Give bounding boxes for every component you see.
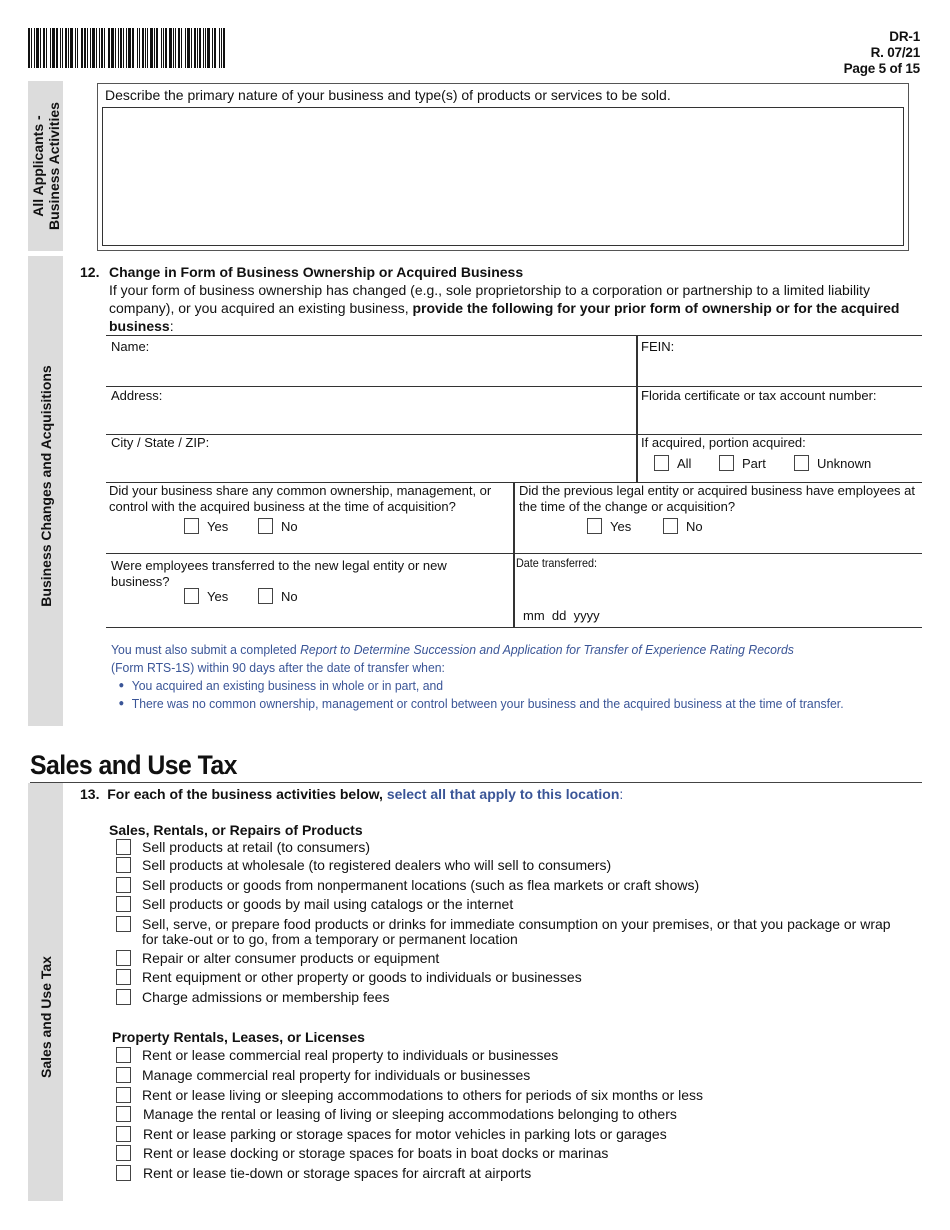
activity-checkbox[interactable] xyxy=(116,989,131,1005)
activity-item[interactable] xyxy=(116,1127,667,1142)
address-label: Address: xyxy=(111,388,163,403)
barcode-bar xyxy=(34,28,35,68)
activity-checkbox[interactable] xyxy=(116,857,131,873)
portion-all-checkbox[interactable] xyxy=(654,455,669,471)
activity-item[interactable] xyxy=(116,878,699,893)
question-number: 13. xyxy=(80,786,100,802)
barcode-bar xyxy=(221,28,222,68)
barcode-bar xyxy=(31,28,32,68)
portion-part-option[interactable] xyxy=(719,455,766,471)
barcode-bar xyxy=(203,28,204,68)
question-title: Change in Form of Business Ownership or Acquired Business xyxy=(109,264,524,280)
description-end: : xyxy=(169,318,174,334)
activity-label: Rent or lease commercial real property to individuals or businesses xyxy=(142,1047,559,1063)
side-tab-label: Business Changes and Acquisitions xyxy=(37,365,54,608)
barcode-bar xyxy=(108,28,110,68)
barcode-bar xyxy=(65,28,67,68)
option-label: No xyxy=(281,518,298,534)
option-label: No xyxy=(686,518,703,534)
barcode-bar xyxy=(154,28,155,68)
previous-employees-question: Did the previous legal entity or acquired business have employees at the time of the change or acquisition? xyxy=(519,483,916,514)
barcode-bar xyxy=(81,28,83,68)
activity-checkbox[interactable] xyxy=(116,1087,131,1103)
activity-checkbox[interactable] xyxy=(116,916,131,932)
barcode-bar xyxy=(173,28,174,68)
previous-employees-yes-checkbox[interactable] xyxy=(587,518,602,534)
side-tab-label: Sales and Use Tax xyxy=(37,956,54,1079)
barcode-bar xyxy=(68,28,69,68)
barcode-bar xyxy=(132,28,134,68)
barcode-bar xyxy=(123,28,124,68)
barcode-bar xyxy=(28,28,30,68)
fein-label: FEIN: xyxy=(641,339,675,354)
activity-checkbox[interactable] xyxy=(116,1126,131,1142)
side-tab-line2: Business Activities xyxy=(45,102,62,230)
employees-transferred-yes-checkbox[interactable] xyxy=(184,588,199,604)
barcode-bar xyxy=(185,28,186,68)
activity-label: Sell, serve, or prepare food products or drinks for immediate consumption on your premises, or that you package or wrap for take-out or to go, from a temporary or permanent location xyxy=(142,916,891,947)
city-state-zip-label: City / State / ZIP: xyxy=(111,435,210,450)
activity-label: Manage the rental or leasing of living or sleeping accommodations belonging to others xyxy=(143,1106,677,1122)
activity-item[interactable] xyxy=(116,1068,530,1083)
activity-label: Sell products at wholesale (to registered dealers who will sell to consumers) xyxy=(142,857,612,873)
common-ownership-question: Did your business share any common ownership, management, or control with the acquired business at the time of acquisition? xyxy=(109,483,492,514)
barcode-bar xyxy=(77,28,78,68)
common-ownership-no-checkbox[interactable] xyxy=(258,518,273,534)
activity-item[interactable] xyxy=(116,990,389,1005)
barcode-bar xyxy=(223,28,225,68)
barcode-bar xyxy=(194,28,196,68)
note-line2: (Form RTS-1S) within 90 days after the date of transfer when: xyxy=(111,660,445,675)
barcode-bar xyxy=(101,28,103,68)
side-tab-sales-use-tax xyxy=(28,783,63,1201)
form-number: DR-1 xyxy=(889,29,920,44)
activity-checkbox[interactable] xyxy=(116,969,131,985)
barcode-bar xyxy=(62,28,63,68)
barcode-bar xyxy=(52,28,55,68)
option-label: All xyxy=(677,455,692,471)
side-tab-business-changes xyxy=(28,256,63,726)
question-description xyxy=(109,281,919,335)
activity-checkbox[interactable] xyxy=(116,1047,131,1063)
activity-checkbox[interactable] xyxy=(116,839,131,855)
activity-label: Manage commercial real property for individuals or businesses xyxy=(142,1067,531,1083)
barcode-bar xyxy=(145,28,146,68)
activity-item[interactable] xyxy=(116,1146,608,1161)
activity-label: Rent or lease tie-down or storage spaces for aircraft at airports xyxy=(143,1165,532,1181)
page-number: Page 5 of 15 xyxy=(843,61,920,76)
table-divider xyxy=(636,335,638,483)
section-rule xyxy=(30,782,922,783)
portion-part-checkbox[interactable] xyxy=(719,455,734,471)
barcode-bar xyxy=(120,28,122,68)
barcode-bar xyxy=(99,28,100,68)
activity-label: Rent equipment or other property or goods to individuals or businesses xyxy=(142,969,582,985)
barcode-bar xyxy=(205,28,206,68)
note-bullet: ● You acquired an existing business in whole or in part, and xyxy=(118,678,444,693)
portion-all-option[interactable] xyxy=(654,455,691,471)
employees-transferred-no-checkbox[interactable] xyxy=(258,588,273,604)
group-title-property-rentals: Property Rentals, Leases, or Licenses xyxy=(112,1029,365,1045)
barcode-bar xyxy=(163,28,164,68)
barcode-bar xyxy=(142,28,144,68)
barcode-bar xyxy=(169,28,172,68)
common-ownership-yes[interactable] xyxy=(184,518,228,534)
common-ownership-no[interactable] xyxy=(258,518,298,534)
describe-business-textarea[interactable] xyxy=(102,107,904,246)
side-tab-label xyxy=(30,102,62,230)
barcode-bar xyxy=(156,28,158,68)
employees-transferred-no[interactable] xyxy=(258,588,298,604)
question-colon: : xyxy=(619,786,624,802)
form-revision: R. 07/21 xyxy=(870,45,920,60)
group-title-sales-rentals-repairs: Sales, Rentals, or Repairs of Products xyxy=(109,822,363,838)
activity-item[interactable] xyxy=(116,1107,677,1122)
portion-acquired-label: If acquired, portion acquired: xyxy=(641,435,806,450)
address-input[interactable] xyxy=(108,404,633,432)
barcode-bar xyxy=(96,28,97,68)
barcode-bar xyxy=(50,28,51,68)
barcode xyxy=(28,28,252,68)
describe-business-label: Describe the primary nature of your business and type(s) of products or services to be sold. xyxy=(105,87,671,103)
activity-checkbox[interactable] xyxy=(116,1067,131,1083)
table-divider xyxy=(513,482,515,628)
barcode-bar xyxy=(161,28,162,68)
barcode-bar xyxy=(181,28,182,68)
barcode-bar xyxy=(187,28,190,68)
side-tab-business-activities xyxy=(28,81,63,251)
barcode-bar xyxy=(197,28,198,68)
barcode-bar xyxy=(214,28,216,68)
activity-item[interactable] xyxy=(116,970,582,985)
activity-label: Rent or lease docking or storage spaces for boats in boat docks or marinas xyxy=(143,1145,609,1161)
activity-label: Sell products or goods by mail using catalogs or the internet xyxy=(142,896,514,912)
florida-certificate-label: Florida certificate or tax account number: xyxy=(641,388,877,403)
previous-employees-no[interactable] xyxy=(663,518,703,534)
date-transferred-input[interactable] xyxy=(518,575,918,605)
barcode-bar xyxy=(92,28,95,68)
description-bold-text: provide the following for your prior form of ownership or for the acquired business xyxy=(109,300,900,334)
barcode-bar xyxy=(191,28,192,68)
date-transferred-label: Date transferred: xyxy=(516,556,598,570)
barcode-bar xyxy=(137,28,138,68)
option-label: Yes xyxy=(207,588,229,604)
activity-item[interactable] xyxy=(116,1088,703,1103)
report-title: Report to Determine Succession and Application for Transfer of Experience Rating Records xyxy=(300,642,794,657)
barcode-bar xyxy=(178,28,180,68)
table-rule xyxy=(106,386,922,387)
activity-checkbox[interactable] xyxy=(116,950,131,966)
bullet-text: You acquired an existing business in whole or in part, and xyxy=(131,678,444,693)
activity-label: Charge admissions or membership fees xyxy=(142,989,390,1005)
bullet-text: There was no common ownership, management or control between your business and the acquired business at the time of transfer. xyxy=(131,696,844,711)
barcode-bar xyxy=(84,28,86,68)
barcode-bar xyxy=(150,28,153,68)
barcode-bar xyxy=(111,28,114,68)
note-bullet: ● There was no common ownership, management or control between your business and the acquired business at the time of transfer. xyxy=(118,696,844,711)
city-state-zip-input[interactable] xyxy=(108,451,633,479)
activity-item[interactable] xyxy=(116,1166,531,1181)
option-label: Unknown xyxy=(817,455,872,471)
activity-item[interactable] xyxy=(116,1048,558,1063)
option-label: Yes xyxy=(610,518,632,534)
activity-label: Sell products or goods from nonpermanent locations (such as flea markets or craft shows) xyxy=(142,877,700,893)
barcode-bar xyxy=(104,28,105,68)
activity-checkbox[interactable] xyxy=(116,1145,131,1161)
previous-employees-no-checkbox[interactable] xyxy=(663,518,678,534)
portion-unknown-checkbox[interactable] xyxy=(794,455,809,471)
barcode-bar xyxy=(165,28,167,68)
activity-label: Rent or lease parking or storage spaces for motor vehicles in parking lots or garages xyxy=(143,1126,667,1142)
barcode-bar xyxy=(118,28,119,68)
barcode-bar xyxy=(175,28,176,68)
activity-checkbox[interactable] xyxy=(116,1165,131,1181)
portion-unknown-option[interactable] xyxy=(794,455,871,471)
activity-checkbox[interactable] xyxy=(116,896,131,912)
option-label: Yes xyxy=(207,518,229,534)
activity-item[interactable] xyxy=(116,858,611,873)
note-line1 xyxy=(111,641,872,659)
name-input[interactable] xyxy=(108,355,633,383)
activity-item[interactable] xyxy=(116,840,370,855)
question-13 xyxy=(80,786,623,802)
florida-certificate-input[interactable] xyxy=(640,404,920,432)
barcode-bar xyxy=(40,28,41,68)
side-tab-line1: All Applicants - xyxy=(29,115,46,217)
barcode-bar xyxy=(43,28,45,68)
activity-item[interactable] xyxy=(116,897,513,912)
barcode-bar xyxy=(199,28,201,68)
barcode-bar xyxy=(115,28,116,68)
rts-1s-note xyxy=(111,641,872,713)
barcode-bar xyxy=(70,28,73,68)
description-text: If your form of business ownership has changed (e.g., sole proprietorship to a corporation or partnership to a limited liability company), or you acquired an existing business, xyxy=(109,282,871,316)
barcode-bar xyxy=(147,28,148,68)
name-label: Name: xyxy=(111,339,150,354)
question-number: 12. xyxy=(80,264,100,280)
table-rule xyxy=(106,335,922,336)
form-identifier xyxy=(844,29,920,77)
barcode-bar xyxy=(128,28,131,68)
barcode-bar xyxy=(90,28,91,68)
date-format-hint: mm dd yyyy xyxy=(523,608,600,623)
employees-transferred-question: Were employees transferred to the new legal entity or new business? xyxy=(111,558,447,589)
employees-transferred-yes[interactable] xyxy=(184,588,228,604)
barcode-bar xyxy=(87,28,88,68)
question-text: For each of the business activities below, xyxy=(107,786,387,802)
fein-input[interactable] xyxy=(640,355,920,383)
section-title: Sales and Use Tax xyxy=(30,750,237,780)
activity-checkbox[interactable] xyxy=(116,877,131,893)
barcode-bar xyxy=(36,28,39,68)
barcode-bar xyxy=(139,28,140,68)
barcode-bar xyxy=(212,28,213,68)
activity-checkbox[interactable] xyxy=(116,1106,131,1122)
barcode-bar xyxy=(56,28,58,68)
option-label: Part xyxy=(742,455,766,471)
option-label: No xyxy=(281,588,298,604)
barcode-bar xyxy=(75,28,76,68)
note-prefix: You must also submit a completed xyxy=(111,642,301,657)
common-ownership-yes-checkbox[interactable] xyxy=(184,518,199,534)
activity-label: Sell products at retail (to consumers) xyxy=(142,839,370,855)
activity-item[interactable] xyxy=(116,917,906,947)
previous-employees-yes[interactable] xyxy=(587,518,631,534)
barcode-bar xyxy=(46,28,47,68)
activity-item[interactable] xyxy=(116,951,439,966)
barcode-bar xyxy=(60,28,61,68)
barcode-bar xyxy=(126,28,127,68)
activity-label: Rent or lease living or sleeping accommodations to others for periods of six months or less xyxy=(142,1087,704,1103)
question-instruction: select all that apply to this location xyxy=(386,786,620,802)
barcode-bar xyxy=(219,28,220,68)
activity-label: Repair or alter consumer products or equipment xyxy=(142,950,440,966)
barcode-bar xyxy=(207,28,210,68)
